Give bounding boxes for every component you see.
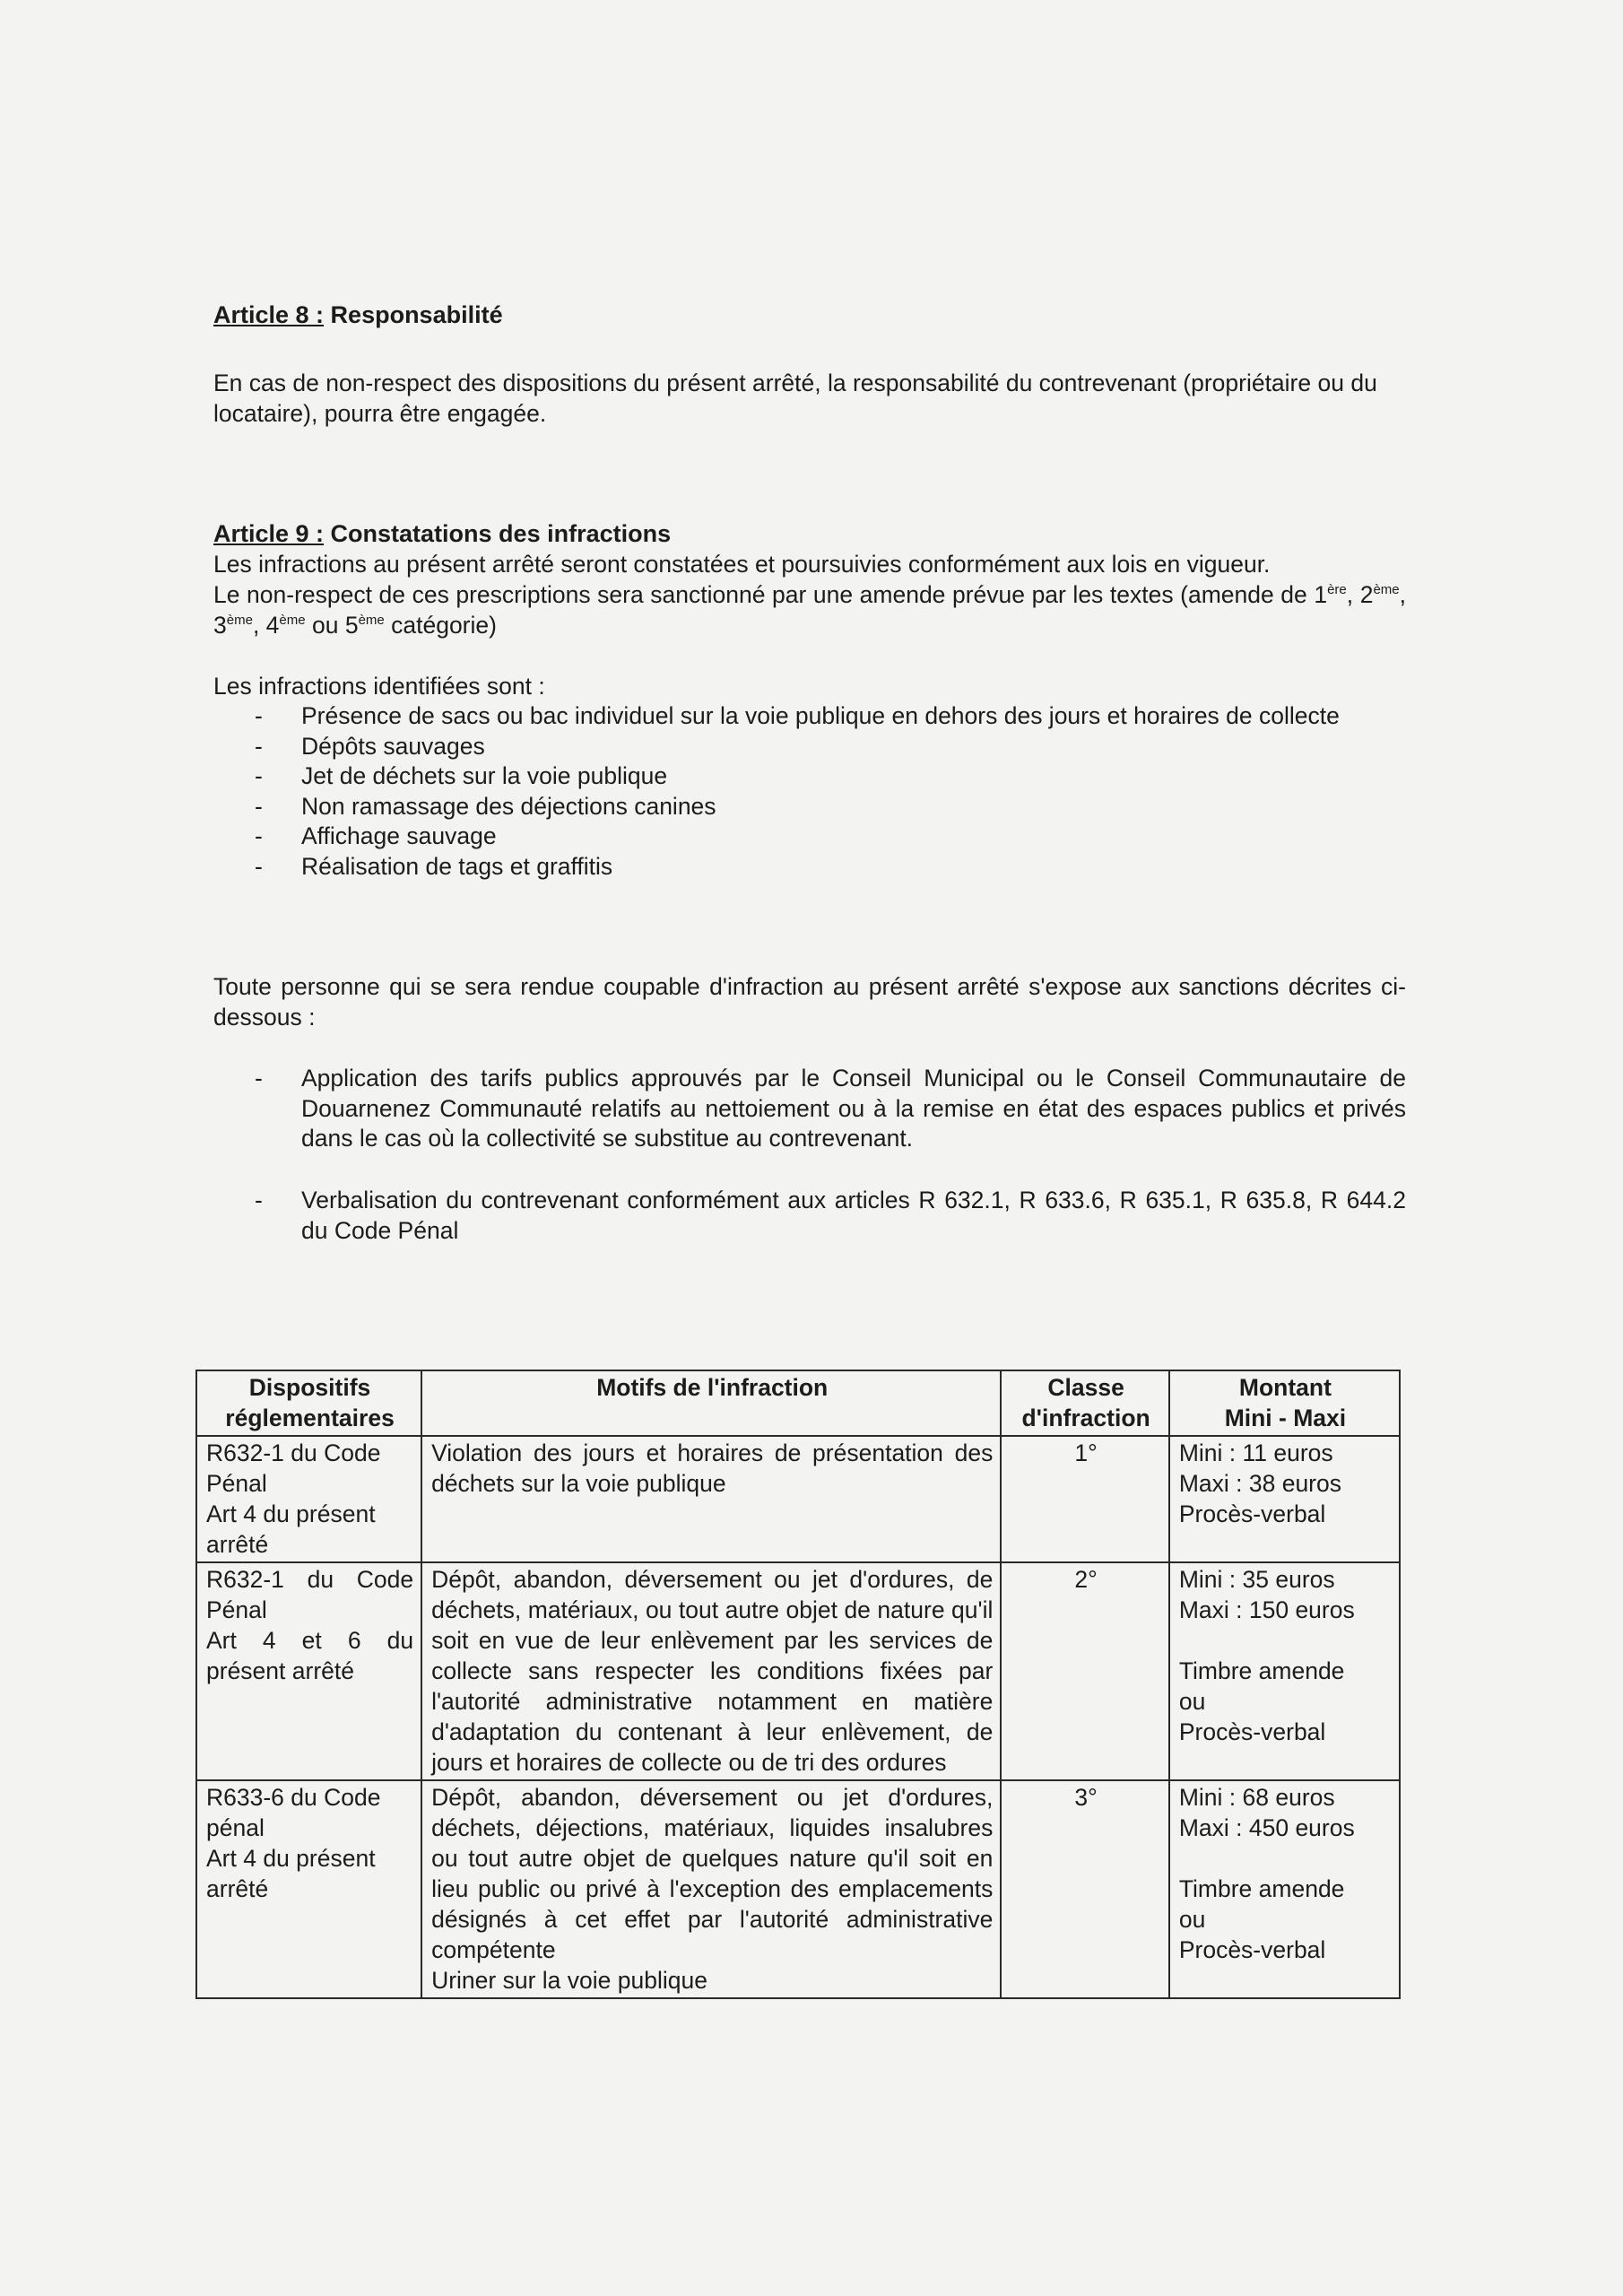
cell-dispositif: R632-1 du Code Pénal Art 4 et 6 du présent arrêté <box>196 1562 421 1780</box>
infractions-list-block <box>213 671 1406 882</box>
sanctions-list <box>213 1064 1406 1154</box>
list-item: - Application des tarifs publics approuvés par le Conseil Municipal ou le Conseil Communautaire de Douarnenez Communauté relatifs au nettoiement ou à la remise en état des espaces publics et privés dans le cas où la collectivité se substitue au contrevenant. <box>213 1064 1406 1154</box>
article-9-paragraph-2: Le non-respect de ces prescriptions sera sanctionné par une amende prévue par les textes (amende de 1ère, 2ème, 3ème, 4ème ou 5ème catégorie) <box>213 581 1407 639</box>
infractions-list <box>213 701 1406 882</box>
cell-classe: 1° <box>1001 1436 1168 1562</box>
list-item: - Dépôts sauvages <box>213 732 1406 762</box>
cell-motif: Dépôt, abandon, déversement ou jet d'ordures, déchets, déjections, matériaux, liquides insalubres ou tout autre objet de quelques nature qu'il soit en lieu public ou privé à l'exception des emplacements désignés à cet effet par l'autorité administrative compétente Uriner sur la voie publique <box>421 1780 1001 1998</box>
header-motifs: Motifs de l'infraction <box>421 1370 1001 1436</box>
article-8-heading: Article 8 : Responsabilité <box>213 301 503 328</box>
article-9-paragraph-1: Les infractions au présent arrêté seront constatées et poursuivies conformément aux lois en vigueur. <box>213 551 1271 578</box>
sanctions-list-2 <box>213 1186 1406 1246</box>
cell-montant: Mini : 11 euros Maxi : 38 euros Procès-verbal <box>1169 1436 1400 1562</box>
header-classe: Classe d'infraction <box>1001 1370 1168 1436</box>
header-montant: Montant Mini - Maxi <box>1169 1370 1400 1436</box>
cell-dispositif: R633-6 du Code pénal Art 4 du présent arrêté <box>196 1780 421 1998</box>
article-8-body <box>213 368 1406 429</box>
list-item: - Non ramassage des déjections canines <box>213 792 1406 822</box>
table-row <box>196 1436 1400 1562</box>
cell-motif: Dépôt, abandon, déversement ou jet d'ordures, de déchets, matériaux, ou tout autre objet de nature qu'il soit en vue de leur enlèvement par les services de collecte sans respecter les conditions fixées par l'autorité administrative notamment en matière d'adaptation du contenant à leur enlèvement, de jours et horaires de collecte ou de tri des ordures <box>421 1562 1001 1780</box>
article-8 <box>213 300 1406 330</box>
sanctions-block <box>213 971 1406 1032</box>
cell-classe: 2° <box>1001 1562 1168 1780</box>
table-header-row <box>196 1370 1400 1436</box>
list-item: - Verbalisation du contrevenant conformément aux articles R 632.1, R 633.6, R 635.1, R 635.8, R 644.2 du Code Pénal <box>213 1186 1406 1246</box>
cell-motif: Violation des jours et horaires de présentation des déchets sur la voie publique <box>421 1436 1001 1562</box>
cell-montant: Mini : 68 euros Maxi : 450 euros Timbre amende ou Procès-verbal <box>1169 1780 1400 1998</box>
sanctions-list-block-2 <box>213 1186 1406 1246</box>
article-9-heading: Article 9 : Constatations des infractions <box>213 520 672 547</box>
article-8-text: En cas de non-respect des dispositions du présent arrêté, la responsabilité du contrevenant (propriétaire ou du locataire), pourra être engagée. <box>213 370 1377 427</box>
sanctions-list-block <box>213 1064 1406 1154</box>
list-item: - Jet de déchets sur la voie publique <box>213 761 1406 792</box>
cell-classe: 3° <box>1001 1780 1168 1998</box>
list-item: - Affichage sauvage <box>213 822 1406 852</box>
cell-dispositif: R632-1 du Code Pénal Art 4 du présent arrêté <box>196 1436 421 1562</box>
list-item: - Réalisation de tags et graffitis <box>213 852 1406 883</box>
table-row <box>196 1562 1400 1780</box>
sanctions-intro: Toute personne qui se sera rendue coupable d'infraction au présent arrêté s'expose aux sanctions décrites ci-dessous : <box>213 973 1406 1031</box>
article-9 <box>213 518 1406 640</box>
header-dispositifs: Dispositifs réglementaires <box>196 1370 421 1436</box>
sanctions-table <box>195 1370 1401 1999</box>
infractions-intro: Les infractions identifiées sont : <box>213 673 545 700</box>
list-item: - Présence de sacs ou bac individuel sur la voie publique en dehors des jours et horaires de collecte <box>213 701 1406 732</box>
cell-montant: Mini : 35 euros Maxi : 150 euros Timbre amende ou Procès-verbal <box>1169 1562 1400 1780</box>
table-row <box>196 1780 1400 1998</box>
